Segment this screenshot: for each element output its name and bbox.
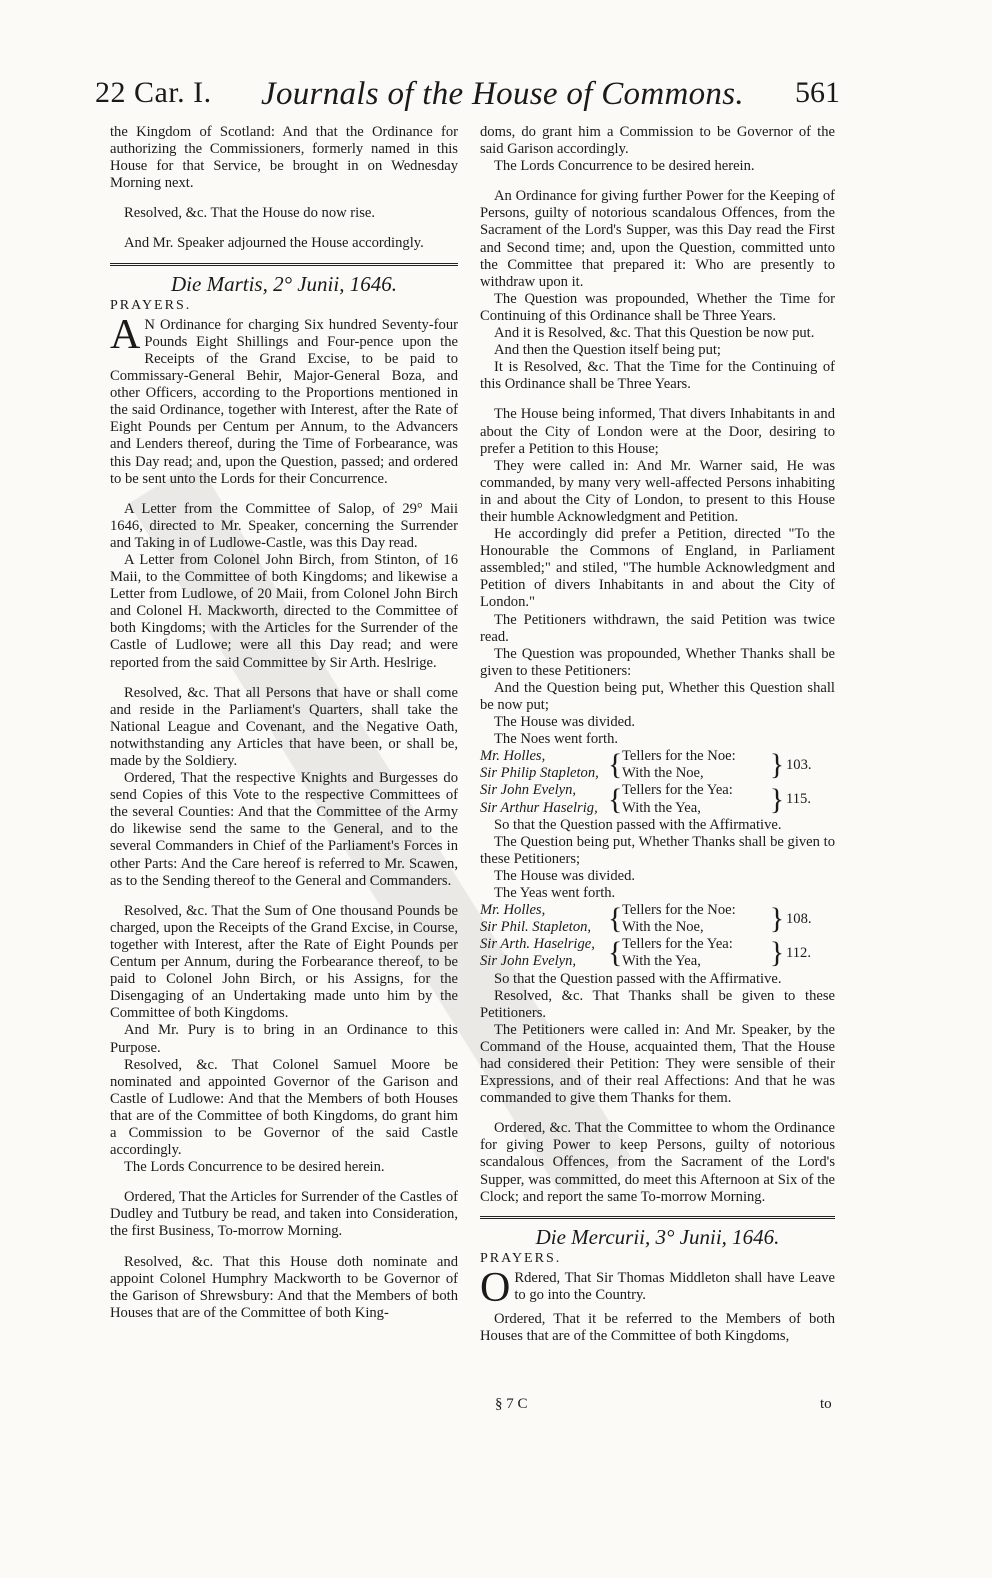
paragraph: The Petitioners withdrawn, the said Petition was twice read. (480, 611, 835, 645)
teller-name: Mr. Holles, (480, 902, 546, 919)
paragraph (110, 311, 458, 488)
teller-role: Tellers for the Noe: (622, 748, 736, 765)
paragraph-text: Rdered, That Sir Thomas Middleton shall have Leave to go into the Country. (514, 1269, 835, 1303)
teller-name: Sir Arth. Haselrige, (480, 936, 595, 953)
paragraph: It is Resolved, &c. That the Time for the Continuing of this Ordinance shall be Three Years. (480, 359, 835, 393)
paragraph: Ordered, That the respective Knights and Burgesses do send Copies of this Vote to the respective Committees of the several Counties: And that the Committee of the Army do likewise send the same to the General, and to the several Commanders in Chief of the Parliament's Forces in other Parts: And the Care hereof is referred to Mr. Scawen, as to the Sending thereof to the General and Commanders. (110, 770, 458, 889)
left-brace: { (608, 902, 623, 936)
vote-count: 112. (786, 944, 811, 961)
right-brace: } (769, 748, 785, 782)
paragraph: The Question was propounded, Whether Thanks shall be given to these Petitioners: (480, 645, 835, 679)
drop-cap: A (110, 311, 141, 358)
paragraph: The Petitioners were called in: And Mr. Speaker, by the Command of the House, acquainted them, That the House had considered their Petition: They were sensible of their Expressions, and of their real Affections: And that he was commanded to give them Thanks for them. (480, 1021, 835, 1107)
paragraph: The Question was propounded, Whether the Time for Continuing of this Ordinance shall be Three Years. (480, 290, 835, 324)
day-heading: Die Mercurii, 3° Junii, 1646. (535, 1224, 780, 1249)
paragraph: The Yeas went forth. (494, 885, 616, 902)
paragraph: A Letter from Colonel John Birch, from Stinton, of 16 Maii, to the Committee of both Kingdoms; and likewise a Letter from Ludlowe, of 20 Maii, from Colonel John Birch and Colonel H. Mackworth, directed to the Committee of both Kingdoms; with the Articles for the Surrender of the Castle of Ludlowe; were all this Day read; and were reported from the said Committee by Sir Arth. Heslrige. (110, 551, 458, 671)
vote-count: 103. (786, 756, 812, 773)
right-column (480, 124, 835, 1345)
paragraph: So that the Question passed with the Affirmative. (494, 816, 782, 833)
paragraph: And it is Resolved, &c. That this Question be now put. (494, 325, 815, 342)
paragraph: They were called in: And Mr. Warner said, He was commanded, by many very well-affected Persons inhabiting in and about the City of London, to present to this House their humble Acknowledgment and Petition. (480, 457, 835, 525)
teller-role: With the Yea, (622, 799, 701, 816)
teller-role: Tellers for the Yea: (622, 936, 733, 953)
teller-name: Sir Arthur Haselrig, (480, 799, 598, 816)
paragraph: So that the Question passed with the Affirmative. (494, 970, 782, 987)
left-column (110, 124, 458, 1322)
paragraph: Resolved, &c. That Colonel Samuel Moore be nominated and appointed Governor of the Garison and Castle of Ludlowe: And that the Members of both Houses that are of the Committee of both Kingdoms, do grant him a Commission to be Governor of the said Castle accordingly. (110, 1056, 458, 1159)
paragraph (480, 1264, 835, 1311)
paragraph: An Ordinance for giving further Power for the Keeping of Persons, guilty of notorious scandalous Offences, from the Sacrament of the Lord's Supper, was this Day read the First and Second time; and, upon the Question, committed unto the Committee that prepared it: Who are presently to withdraw upon it. (480, 188, 835, 290)
left-brace: { (608, 936, 623, 970)
paragraph: the Kingdom of Scotland: And that the Ordinance for authorizing the Commissioners, formerly named in this House for that Service, be brought in on Wednesday Morning next. (110, 124, 458, 192)
prayers-label: PRAYERS. (110, 297, 192, 313)
paragraph: And then the Question itself being put; (494, 342, 721, 359)
left-brace: { (608, 782, 623, 816)
teller-role: Tellers for the Noe: (622, 902, 736, 919)
paragraph: A Letter from the Committee of Salop, of 29° Maii 1646, directed to Mr. Speaker, concerning the Surrender and Taking in of Ludlowe-Castle, was this Day read. (110, 500, 458, 551)
catchword: to (820, 1396, 832, 1412)
vote-count: 115. (786, 791, 811, 808)
division-tellers-1 (480, 748, 835, 816)
paragraph: The House was divided. (494, 714, 636, 731)
division-tellers-2 (480, 902, 835, 970)
teller-role: Tellers for the Yea: (622, 782, 733, 799)
header-regnal-year: 22 Car. I. (95, 76, 212, 109)
paragraph: The Lords Concurrence to be desired herein. (124, 1159, 385, 1176)
paragraph: Resolved, &c. That this House doth nominate and appoint Colonel Humphry Mackworth to be Governor of the Garison of Shrewsbury: And that the Members of both Houses that are of the Committee of both King- (110, 1253, 458, 1321)
page-header (95, 76, 840, 122)
teller-name: Mr. Holles, (480, 748, 546, 765)
left-brace: { (608, 748, 623, 782)
paragraph: And Mr. Speaker adjourned the House accordingly. (124, 235, 424, 252)
teller-role: With the Yea, (622, 953, 701, 970)
drop-cap: O (480, 1264, 511, 1311)
teller-name: Sir John Evelyn, (480, 782, 577, 799)
printer-signature: § 7 C (495, 1396, 528, 1412)
teller-role: With the Noe, (622, 765, 704, 782)
paragraph: doms, do grant him a Commission to be Governor of the said Garison accordingly. (480, 124, 835, 158)
paragraph: Ordered, That the Articles for Surrender of the Castles of Dudley and Tutbury be read, and taken into Consideration, the first Business, To-morrow Morning. (110, 1189, 458, 1240)
right-brace: } (769, 936, 785, 970)
paragraph: Resolved, &c. That Thanks shall be given to these Petitioners. (480, 987, 835, 1021)
paragraph-text: N Ordinance for charging Six hundred Seventy-four Pounds Eight Shillings and Four-pence upon the Receipts of the Grand Excise, to be paid to Commissary-General Behir, Major-General Boza, and other Officers, according to the Proportions mentioned in the said Ordinance, together with Interest, after the Rate of Eight Pounds per Centum per Annum, to the Advancers and Lenders thereof, during the Time of Forbearance, was this Day read; and, upon the Question, passed; and ordered to be sent unto the Lords for their Concurrence. (110, 316, 458, 487)
paragraph: The House being informed, That divers Inhabitants in and about the City of London were at the Door, desiring to prefer a Petition to this House; (480, 406, 835, 457)
day-heading: Die Martis, 2° Junii, 1646. (171, 271, 397, 296)
teller-name: Sir John Evelyn, (480, 953, 577, 970)
paragraph: The Noes went forth. (494, 731, 619, 748)
paragraph: And Mr. Pury is to bring in an Ordinance to this Purpose. (110, 1022, 458, 1056)
vote-count: 108. (786, 910, 812, 927)
paragraph: Ordered, That it be referred to the Members of both Houses that are of the Committee of both Kingdoms, (480, 1311, 835, 1345)
paragraph: The House was divided. (494, 867, 636, 884)
section-rule (110, 263, 458, 266)
paragraph: He accordingly did prefer a Petition, directed "To the Honourable the Commons of England, in Parliament assembled;" and stiled, "The humble Acknowledgment and Petition of divers Inhabitants in and about the City of London." (480, 526, 835, 611)
teller-name: Sir Philip Stapleton, (480, 765, 599, 782)
paragraph: Ordered, &c. That the Committee to whom the Ordinance for giving Power to keep Persons, guilty of notorious scandalous Offences, from the Sacrament of the Lord's Supper, was committed, do meet this Afternoon at Six of the Clock; and report the same To-morrow Morning. (480, 1120, 835, 1205)
paragraph: The Lords Concurrence to be desired herein. (494, 158, 755, 175)
paragraph: The Question being put, Whether Thanks shall be given to these Petitioners; (480, 833, 835, 867)
teller-name: Sir Phil. Stapleton, (480, 919, 592, 936)
section-rule (480, 1216, 835, 1219)
header-title: Journals of the House of Commons. (261, 76, 744, 112)
prayers-label: PRAYERS. (480, 1250, 562, 1266)
teller-role: With the Noe, (622, 919, 704, 936)
paragraph: Resolved, &c. That all Persons that have or shall come and reside in the Parliament's Quarters, shall take the National League and Covenant, and the Negative Oath, notwithstanding any Articles that have been, or shall be, made by the Soldiery. (110, 684, 458, 769)
right-brace: } (769, 902, 785, 936)
paragraph: Resolved, &c. That the Sum of One thousand Pounds be charged, upon the Receipts of the Grand Excise, in Course, together with Interest, after the Rate of Eight Pounds per Centum per Annum, during the Forbearance thereof, to be paid to Colonel John Birch, or his Assigns, for the Disengaging of an Undertaking made unto him by the Committee of both Kingdoms. (110, 902, 458, 1022)
page-number: 561 (795, 76, 840, 109)
paragraph: Resolved, &c. That the House do now rise. (124, 205, 376, 222)
paragraph: And the Question being put, Whether this Question shall be now put; (480, 679, 835, 713)
right-brace: } (769, 782, 785, 816)
